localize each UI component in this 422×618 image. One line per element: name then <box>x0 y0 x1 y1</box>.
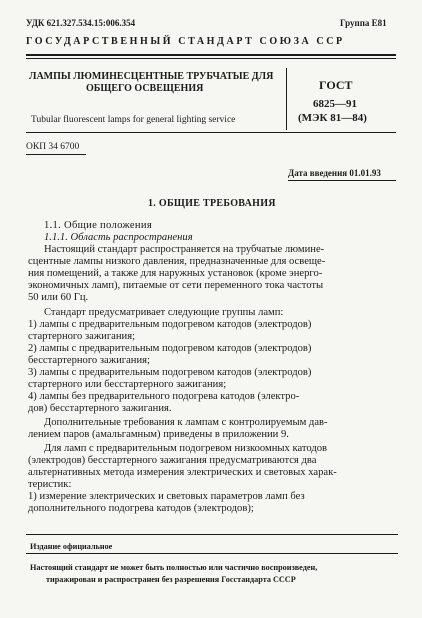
body-line: сцентные лампы низкого давления, предназначенные для освеще- <box>28 256 326 267</box>
body-line: 1) измерение электрических и световых параметров ламп без <box>28 491 305 502</box>
official-edition: Издание официальное <box>30 542 113 551</box>
body-line: Стандарт предусматривает следующие группы ламп: <box>44 307 284 318</box>
body-line: 1.1. Общие положения <box>44 220 152 231</box>
gost-number: 6825—91 <box>313 98 357 110</box>
gost-label: ГОСТ <box>319 78 353 92</box>
title-rule-bottom <box>26 132 396 133</box>
body-line: Настоящий стандарт распространяется на трубчатые люмине- <box>44 244 325 255</box>
body-line: альтернативных метода измерения электрических и световых харак- <box>28 467 337 478</box>
body-line: ния помещений, а также для наружных установок (кроме энерго- <box>28 268 323 279</box>
body-line: 2) лампы с предварительным подогревом катодов (электродов) <box>28 343 312 354</box>
section-title: 1. ОБЩИЕ ТРЕБОВАНИЯ <box>148 198 276 209</box>
footer-rule-bottom <box>26 553 398 554</box>
body-line: экономичных ламп), питаемые от сети переменного тока частоты <box>28 280 324 291</box>
copyright-notice-line1: Настоящий стандарт не может быть полностью или частично воспроизведен, <box>30 563 318 572</box>
title-ru-line1: ЛАМПЫ ЛЮМИНЕСЦЕНТНЫЕ ТРУБЧАТЫЕ ДЛЯ <box>29 71 274 82</box>
date-line <box>288 168 381 178</box>
title-divider <box>286 68 287 130</box>
copyright-notice-line2: тиражирован и распространен без разрешения Госстандарта СССР <box>46 575 296 584</box>
body-line: стартерного или бесстартерного зажигания; <box>28 379 227 390</box>
body-line: Дополнительные требования к лампам с контролируемым дав- <box>44 417 328 428</box>
date-value: 01.01.93 <box>349 168 381 178</box>
okp-underline <box>26 154 86 155</box>
body-line: лением паров (амальгамным) приведены в приложении 9. <box>28 429 289 440</box>
footer-rule-top <box>26 534 398 535</box>
group-code: Группа Е81 <box>340 18 387 28</box>
body-line: (электродов) бесстартерного зажигания предусматриваются два <box>28 455 317 466</box>
header-rule-bottom <box>26 58 396 59</box>
body-line: 1.1.1. Область распространения <box>44 232 193 243</box>
body-line: дополнительного подогрева катодов (электродов); <box>28 503 254 514</box>
iec-number: (МЭК 81—84) <box>298 112 367 124</box>
okp-code: ОКП 34 6700 <box>26 142 80 152</box>
title-ru-line2: ОБЩЕГО ОСВЕЩЕНИЯ <box>86 83 204 94</box>
title-en: Tubular fluorescent lamps for general lighting service <box>31 115 236 125</box>
body-line: Для ламп с предварительным подогревом низкоомных катодов <box>44 443 328 454</box>
body-line: 50 или 60 Гц. <box>28 292 89 303</box>
body-line: 3) лампы с предварительным подогревом катодов (электродов) <box>28 367 312 378</box>
body-line: теристик: <box>28 479 72 490</box>
date-underline <box>288 180 396 181</box>
state-standard-banner: ГОСУДАРСТВЕННЫЙ СТАНДАРТ СОЮЗА ССР <box>26 36 345 47</box>
body-line: бесстартерного зажигания; <box>28 355 150 366</box>
body-line: 1) лампы с предварительным подогревом катодов (электродов) <box>28 319 312 330</box>
body-line: дов) бесстартерного зажигания. <box>28 403 172 414</box>
udk-code: УДК 621.327.534.15:006.354 <box>26 18 136 28</box>
header-rule-top <box>26 54 396 56</box>
date-label: Дата введения <box>288 168 348 178</box>
body-line: стартерного зажигания; <box>28 331 136 342</box>
body-line: 4) лампы без предварительного подогрева катодов (электро- <box>28 391 300 402</box>
